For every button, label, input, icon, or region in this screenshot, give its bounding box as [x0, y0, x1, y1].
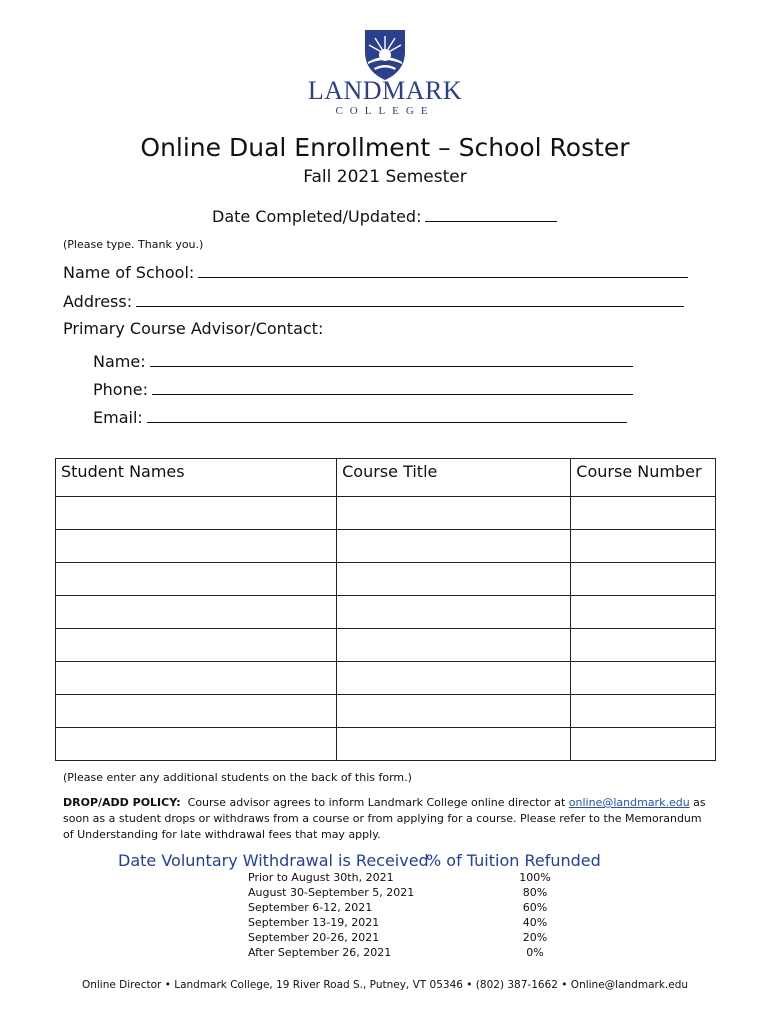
refund-percent: 0% — [526, 946, 544, 959]
advisor-heading: Primary Course Advisor/Contact: — [63, 319, 324, 338]
page-title: Online Dual Enrollment – School Roster — [140, 133, 630, 162]
refund-date: September 6-12, 2021 — [248, 901, 373, 914]
refund-date: September 20-26, 2021 — [248, 931, 380, 944]
shield-sunrise-icon — [362, 28, 408, 82]
course-number-cell[interactable] — [571, 629, 716, 662]
additional-students-note: (Please enter any additional students on the back of this form.) — [63, 771, 412, 784]
advisor-phone-label: Phone: — [93, 380, 148, 399]
student-name-cell[interactable] — [56, 497, 337, 530]
school-name-label: Name of School: — [63, 263, 195, 282]
header-course-number: Course Number — [571, 459, 716, 497]
header-student-names: Student Names — [56, 459, 337, 497]
refund-percent-list — [515, 870, 555, 960]
course-title-cell[interactable] — [337, 662, 571, 695]
refund-date: Prior to August 30th, 2021 — [248, 871, 394, 884]
address-field[interactable] — [136, 290, 684, 307]
course-title-cell[interactable] — [337, 530, 571, 563]
table-row — [56, 629, 716, 662]
course-title-cell[interactable] — [337, 695, 571, 728]
school-name-field[interactable] — [198, 261, 688, 278]
table-header-row — [56, 459, 716, 497]
policy-text-after: as soon as a student drops or withdraws from a course or from applying for a course. Please refer to the Memorandum of Understanding for late withdrawal fees that may apply. — [63, 796, 706, 841]
course-title-cell[interactable] — [337, 629, 571, 662]
course-title-cell[interactable] — [337, 563, 571, 596]
course-title-cell[interactable] — [337, 497, 571, 530]
course-number-cell[interactable] — [571, 530, 716, 563]
advisor-email-label: Email: — [93, 408, 143, 427]
course-title-cell[interactable] — [337, 596, 571, 629]
date-completed-row — [212, 205, 557, 228]
table-row — [56, 662, 716, 695]
advisor-name-row — [93, 350, 633, 373]
date-completed-field[interactable] — [425, 205, 557, 222]
advisor-email-field[interactable] — [147, 406, 627, 423]
advisor-name-label: Name: — [93, 352, 146, 371]
address-row — [63, 290, 684, 313]
logo-subtitle: COLLEGE — [335, 105, 435, 117]
student-name-cell[interactable] — [56, 596, 337, 629]
course-number-cell[interactable] — [571, 695, 716, 728]
student-name-cell[interactable] — [56, 695, 337, 728]
student-name-cell[interactable] — [56, 629, 337, 662]
student-name-cell[interactable] — [56, 728, 337, 761]
drop-add-policy — [63, 795, 713, 843]
address-label: Address: — [63, 292, 133, 311]
course-number-cell[interactable] — [571, 563, 716, 596]
table-row — [56, 563, 716, 596]
table-row — [56, 530, 716, 563]
date-completed-label: Date Completed/Updated: — [212, 207, 422, 226]
advisor-name-field[interactable] — [150, 350, 633, 367]
semester-subtitle: Fall 2021 Semester — [303, 167, 467, 187]
course-number-cell[interactable] — [571, 497, 716, 530]
please-type-note: (Please type. Thank you.) — [63, 238, 204, 251]
refund-date: September 13-19, 2021 — [248, 916, 380, 929]
refund-percent: 60% — [522, 901, 548, 914]
student-name-cell[interactable] — [56, 530, 337, 563]
tuition-refund-header: % of Tuition Refunded — [426, 851, 601, 870]
student-name-cell[interactable] — [56, 662, 337, 695]
advisor-email-row — [93, 406, 627, 429]
table-row — [56, 695, 716, 728]
refund-date: After September 26, 2021 — [248, 946, 392, 959]
table-row — [56, 596, 716, 629]
online-email-link[interactable]: online@landmark.edu — [568, 796, 690, 809]
course-number-cell[interactable] — [571, 662, 716, 695]
advisor-phone-row — [93, 378, 633, 401]
refund-dates-list — [248, 870, 414, 960]
refund-date: August 30-September 5, 2021 — [248, 886, 415, 899]
policy-label: DROP/ADD POLICY: — [63, 796, 181, 809]
student-name-cell[interactable] — [56, 563, 337, 596]
refund-percent: 40% — [522, 916, 548, 929]
advisor-phone-field[interactable] — [152, 378, 633, 395]
policy-text-before: Course advisor agrees to inform Landmark College online director at — [187, 796, 566, 809]
refund-percent: 80% — [522, 886, 548, 899]
course-number-cell[interactable] — [571, 596, 716, 629]
header-course-title: Course Title — [337, 459, 571, 497]
table-row — [56, 497, 716, 530]
footer-contact: Online Director • Landmark College, 19 River Road S., Putney, VT 05346 • (802) 387-1662 • Online@landmark.edu — [81, 979, 689, 991]
student-roster-table — [55, 458, 716, 761]
table-row — [56, 728, 716, 761]
refund-percent: 100% — [519, 871, 551, 884]
logo-wordmark: LANDMARK — [307, 76, 463, 105]
refund-percent: 20% — [522, 931, 548, 944]
course-number-cell[interactable] — [571, 728, 716, 761]
course-title-cell[interactable] — [337, 728, 571, 761]
school-name-row — [63, 261, 688, 284]
withdrawal-date-header: Date Voluntary Withdrawal is Received — [118, 851, 429, 870]
